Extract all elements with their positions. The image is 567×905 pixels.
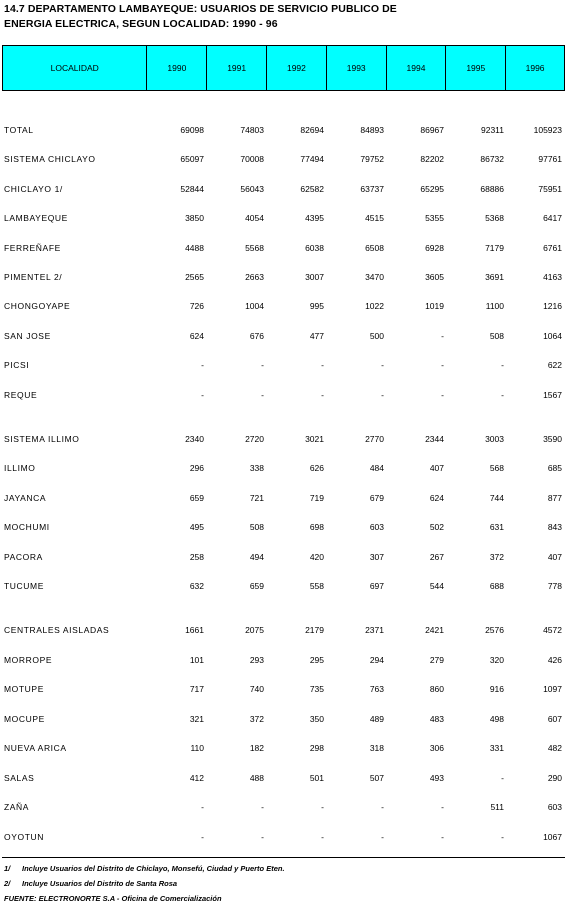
row-value: - (441, 802, 444, 812)
table-row (2, 299, 565, 313)
row-value: 477 (309, 331, 324, 341)
footer-rule (2, 857, 565, 858)
row-label: MOCHUMI (4, 522, 50, 532)
row-label: PACORA (4, 552, 43, 562)
row-value: 500 (369, 331, 384, 341)
footnote-mark: 2/ (4, 879, 11, 888)
row-value: 4395 (305, 213, 324, 223)
row-label: REQUE (4, 390, 38, 400)
row-label: PIMENTEL 2/ (4, 272, 63, 282)
row-value: 267 (429, 552, 444, 562)
row-value: 2421 (425, 625, 444, 635)
row-value: 6508 (365, 243, 384, 253)
row-value: 77494 (300, 154, 324, 164)
row-value: 321 (189, 714, 204, 724)
row-value: 307 (369, 552, 384, 562)
row-value: - (321, 390, 324, 400)
row-value: 721 (249, 493, 264, 503)
row-value: 1022 (365, 301, 384, 311)
row-value: - (261, 832, 264, 842)
row-value: 508 (249, 522, 264, 532)
row-value: 494 (249, 552, 264, 562)
row-value: 4515 (365, 213, 384, 223)
table-row (2, 461, 565, 475)
row-value: - (321, 802, 324, 812)
table-row (2, 388, 565, 402)
row-value: 110 (190, 743, 204, 753)
row-value: 294 (369, 655, 384, 665)
row-value: 4163 (543, 272, 562, 282)
header-year: 1991 (207, 46, 267, 90)
row-value: 607 (547, 714, 562, 724)
header-year: 1996 (525, 63, 545, 73)
row-value: 877 (547, 493, 562, 503)
row-value: 306 (429, 743, 444, 753)
header-year: 1993 (327, 46, 387, 90)
row-value: 488 (249, 773, 264, 783)
table-row (2, 682, 565, 696)
row-value: 622 (547, 360, 562, 370)
row-value: 79752 (360, 154, 384, 164)
row-value: 843 (547, 522, 562, 532)
row-value: 3007 (305, 272, 324, 282)
source-note: FUENTE: ELECTRONORTE S.A - Oficina de Comercialización (4, 894, 222, 903)
row-value: 97761 (538, 154, 562, 164)
row-value: - (441, 832, 444, 842)
row-value: 603 (547, 802, 562, 812)
row-value: 62582 (300, 184, 324, 194)
row-value: 659 (249, 581, 264, 591)
row-value: 84893 (360, 125, 384, 135)
header-year: 1992 (267, 46, 327, 90)
row-value: 502 (429, 522, 444, 532)
row-value: 82694 (300, 125, 324, 135)
row-value: 7179 (485, 243, 504, 253)
row-value: 6761 (543, 243, 562, 253)
row-value: 2770 (365, 434, 384, 444)
row-value: 495 (189, 522, 204, 532)
row-value: 2075 (245, 625, 264, 635)
row-value: 501 (309, 773, 324, 783)
table-row (2, 123, 565, 137)
row-value: 482 (547, 743, 562, 753)
row-value: 631 (489, 522, 504, 532)
row-value: 511 (490, 802, 504, 812)
row-value: 697 (369, 581, 384, 591)
table-row (2, 211, 565, 225)
row-value: - (501, 773, 504, 783)
row-value: 1067 (543, 832, 562, 842)
row-value: 4054 (245, 213, 264, 223)
row-label: SISTEMA CHICLAYO (4, 154, 96, 164)
table-row (2, 771, 565, 785)
row-label: ZAÑA (4, 802, 30, 812)
table-row (2, 241, 565, 255)
row-value: 92311 (480, 125, 504, 135)
footnote-text: Incluye Usuarios del Distrito de Santa Rosa (22, 879, 178, 888)
row-value: 507 (369, 773, 384, 783)
row-value: 916 (489, 684, 504, 694)
row-value: - (261, 390, 264, 400)
title-line-1: 14.7 DEPARTAMENTO LAMBAYEQUE: USUARIOS DE SERVICIO PUBLICO DE (4, 3, 397, 15)
row-value: 6928 (425, 243, 444, 253)
row-value: 86967 (420, 125, 444, 135)
table-row (2, 623, 565, 637)
table-row (2, 712, 565, 726)
header-year: 1995 (446, 46, 506, 90)
page-title (4, 2, 397, 32)
table-row (2, 358, 565, 372)
row-value: - (381, 390, 384, 400)
row-label: CENTRALES AISLADAS (4, 625, 110, 635)
row-value: 558 (309, 581, 324, 591)
row-value: 412 (189, 773, 204, 783)
header-year: 1990 (147, 46, 207, 90)
row-value: - (261, 802, 264, 812)
row-value: 2344 (425, 434, 444, 444)
row-value: - (381, 802, 384, 812)
row-label: TUCUME (4, 581, 44, 591)
header-year: 1994 (387, 46, 447, 90)
row-value: 2720 (245, 434, 264, 444)
row-value: 1567 (543, 390, 562, 400)
row-value: 719 (309, 493, 324, 503)
row-value: - (501, 360, 504, 370)
row-value: 293 (249, 655, 264, 665)
row-value: 290 (547, 773, 562, 783)
header-localidad: LOCALIDAD (3, 46, 147, 90)
row-label: MOCUPE (4, 714, 45, 724)
row-value: 1097 (543, 684, 562, 694)
table-row (2, 830, 565, 844)
row-value: 1064 (543, 331, 562, 341)
row-value: 778 (547, 581, 562, 591)
row-value: - (441, 331, 444, 341)
row-value: 426 (547, 655, 562, 665)
row-value: 3590 (543, 434, 562, 444)
footnote-1 (4, 864, 285, 873)
row-value: 82202 (420, 154, 444, 164)
row-value: 6038 (305, 243, 324, 253)
table-row (2, 491, 565, 505)
row-value: 3003 (485, 434, 504, 444)
row-value: 295 (309, 655, 324, 665)
row-value: 632 (189, 581, 204, 591)
row-value: 717 (189, 684, 204, 694)
row-value: 493 (429, 773, 444, 783)
row-value: - (201, 360, 204, 370)
table-row (2, 653, 565, 667)
row-value: 763 (369, 684, 384, 694)
row-value: 69098 (180, 125, 204, 135)
row-value: 740 (249, 684, 264, 694)
row-value: 320 (489, 655, 504, 665)
table-row (2, 520, 565, 534)
row-value: 258 (189, 552, 204, 562)
row-value: - (201, 390, 204, 400)
row-value: 1019 (425, 301, 444, 311)
row-value: 105923 (533, 125, 562, 135)
table-row (2, 741, 565, 755)
table-row (2, 182, 565, 196)
row-value: 2179 (305, 625, 324, 635)
row-value: 331 (489, 743, 504, 753)
row-value: - (201, 802, 204, 812)
row-value: 52844 (180, 184, 204, 194)
row-label: OYOTUN (4, 832, 44, 842)
row-value: 726 (189, 301, 204, 311)
row-value: 676 (249, 331, 264, 341)
row-value: 6417 (543, 213, 562, 223)
table-row (2, 270, 565, 284)
row-value: 483 (429, 714, 444, 724)
row-value: 1004 (245, 301, 264, 311)
row-value: 626 (309, 463, 324, 473)
row-value: 86732 (480, 154, 504, 164)
row-label: TOTAL (4, 125, 34, 135)
row-value: 101 (189, 655, 204, 665)
row-value: 5355 (425, 213, 444, 223)
row-label: LAMBAYEQUE (4, 213, 68, 223)
row-value: 70008 (240, 154, 264, 164)
row-label: MOTUPE (4, 684, 44, 694)
row-label: MORROPE (4, 655, 53, 665)
row-value: 318 (369, 743, 384, 753)
row-value: 5568 (245, 243, 264, 253)
row-value: 4488 (185, 243, 204, 253)
row-value: 489 (369, 714, 384, 724)
row-value: 182 (249, 743, 264, 753)
row-label: CHONGOYAPE (4, 301, 71, 311)
row-value: 1216 (543, 301, 562, 311)
table-row (2, 329, 565, 343)
row-value: 3605 (425, 272, 444, 282)
row-value: 74803 (240, 125, 264, 135)
row-value: - (501, 390, 504, 400)
row-value: 372 (489, 552, 504, 562)
row-value: 2576 (485, 625, 504, 635)
row-value: 685 (547, 463, 562, 473)
row-value: 65097 (180, 154, 204, 164)
row-value: 679 (369, 493, 384, 503)
row-value: 65295 (420, 184, 444, 194)
row-value: - (321, 832, 324, 842)
footnote-text: Incluye Usuarios del Distrito de Chiclayo, Monsefú, Ciudad y Puerto Eten. (22, 864, 285, 873)
row-value: - (321, 360, 324, 370)
row-value: 659 (189, 493, 204, 503)
row-value: 624 (429, 493, 444, 503)
row-value: 3850 (185, 213, 204, 223)
row-value: 735 (309, 684, 324, 694)
row-value: 298 (309, 743, 324, 753)
row-value: 1661 (185, 625, 204, 635)
row-value: 420 (309, 552, 324, 562)
row-value: 350 (309, 714, 324, 724)
row-label: JAYANCA (4, 493, 47, 503)
row-value: 624 (189, 331, 204, 341)
row-label: CHICLAYO 1/ (4, 184, 63, 194)
row-value: 3691 (485, 272, 504, 282)
row-value: 75951 (538, 184, 562, 194)
row-label: SALAS (4, 773, 35, 783)
row-value: 407 (429, 463, 444, 473)
row-label: FERREÑAFE (4, 243, 61, 253)
table-row (2, 579, 565, 593)
row-value: 407 (547, 552, 562, 562)
row-value: 698 (309, 522, 324, 532)
row-value: - (441, 390, 444, 400)
row-value: - (381, 360, 384, 370)
table-header (2, 45, 565, 91)
row-value: - (441, 360, 444, 370)
row-value: 4572 (543, 625, 562, 635)
row-value: 484 (369, 463, 384, 473)
row-value: 338 (249, 463, 264, 473)
row-value: 2663 (245, 272, 264, 282)
row-value: 688 (489, 581, 504, 591)
row-value: 372 (249, 714, 264, 724)
table-row (2, 432, 565, 446)
row-label: NUEVA ARICA (4, 743, 67, 753)
row-value: 995 (309, 301, 324, 311)
row-value: 744 (489, 493, 504, 503)
row-value: - (261, 360, 264, 370)
row-label: ILLIMO (4, 463, 36, 473)
row-label: SAN JOSE (4, 331, 51, 341)
table-row (2, 550, 565, 564)
row-value: - (201, 832, 204, 842)
row-value: 296 (189, 463, 204, 473)
row-value: 508 (489, 331, 504, 341)
row-value: 63737 (360, 184, 384, 194)
row-value: - (501, 832, 504, 842)
row-value: 68886 (480, 184, 504, 194)
row-value: - (381, 832, 384, 842)
row-value: 568 (489, 463, 504, 473)
row-value: 498 (489, 714, 504, 724)
row-value: 2340 (185, 434, 204, 444)
title-line-2: ENERGIA ELECTRICA, SEGUN LOCALIDAD: 1990 - 96 (4, 18, 278, 30)
footnote-mark: 1/ (4, 864, 11, 873)
table-row (2, 800, 565, 814)
row-value: 3470 (365, 272, 384, 282)
row-value: 279 (429, 655, 444, 665)
row-value: 2565 (185, 272, 204, 282)
row-value: 603 (369, 522, 384, 532)
row-value: 544 (429, 581, 444, 591)
row-value: 1100 (485, 301, 504, 311)
row-label: SISTEMA ILLIMO (4, 434, 80, 444)
table-row (2, 152, 565, 166)
row-value: 56043 (240, 184, 264, 194)
footnote-2 (4, 879, 177, 888)
row-value: 860 (429, 684, 444, 694)
row-label: PICSI (4, 360, 30, 370)
row-value: 3021 (305, 434, 324, 444)
row-value: 5368 (485, 213, 504, 223)
row-value: 2371 (365, 625, 384, 635)
